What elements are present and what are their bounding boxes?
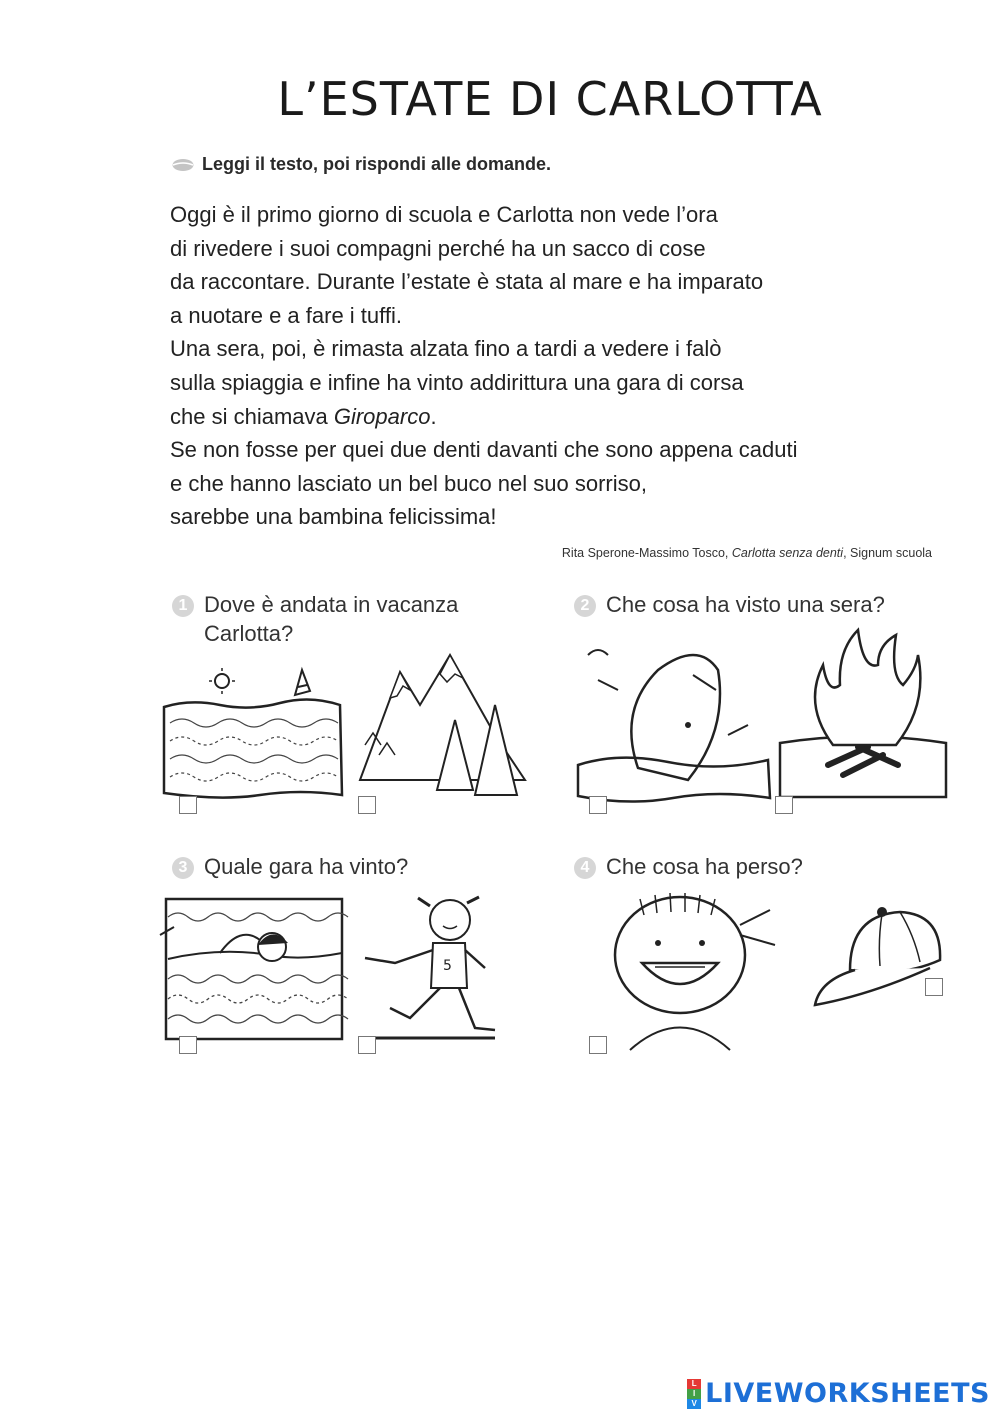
question-number: 2 xyxy=(574,595,596,617)
svg-text:5: 5 xyxy=(443,958,452,974)
source-citation xyxy=(562,546,932,560)
question-text: Che cosa ha visto una sera? xyxy=(606,592,885,617)
story-line: Una sera, poi, è rimasta alzata fino a tardi a vedere i falò xyxy=(170,336,722,362)
story-line: da raccontare. Durante l’estate è stata al mare e ha imparato xyxy=(170,269,764,295)
story-line: di rivedere i suoi compagni perché ha un sacco di cose xyxy=(170,235,706,261)
answer-checkbox-cap[interactable] xyxy=(925,978,943,996)
page-title: L’ESTATE DI CARLOTTA xyxy=(277,72,823,126)
question-2 xyxy=(574,590,885,619)
book-icon xyxy=(172,158,194,172)
logo-text: LIVEWORKSHEETS xyxy=(705,1378,990,1409)
story-line xyxy=(170,400,950,434)
answer-checkbox-whale[interactable] xyxy=(589,796,607,814)
liveworksheets-logo xyxy=(687,1378,990,1409)
source-authors: Rita Sperone-Massimo Tosco, xyxy=(561,546,732,560)
question-3 xyxy=(172,852,408,881)
cap-icon xyxy=(810,900,950,1015)
logo-badge-letter: V xyxy=(687,1399,701,1409)
answer-checkbox-runner[interactable] xyxy=(358,1036,376,1054)
question-number: 4 xyxy=(574,857,596,879)
question-number: 1 xyxy=(172,595,194,617)
story-line: Oggi è il primo giorno di scuola e Carlotta non vede l’ora xyxy=(170,202,718,227)
story-text-part: . xyxy=(430,403,437,429)
source-book: Carlotta senza denti xyxy=(731,546,844,560)
instruction-text: Leggi il testo, poi rispondi alle domande. xyxy=(202,154,552,174)
answer-checkbox-swimmer[interactable] xyxy=(179,1036,197,1054)
smiling-girl-icon xyxy=(600,885,780,1050)
runner-icon xyxy=(355,888,505,1043)
question-4 xyxy=(574,852,803,881)
question-1 xyxy=(172,590,458,648)
logo-badge xyxy=(687,1379,701,1409)
logo-badge-letter: I xyxy=(687,1389,701,1399)
story-text-part: che si chiamava xyxy=(170,403,334,429)
mountains-icon xyxy=(355,650,530,800)
question-text: Quale gara ha vinto? xyxy=(204,854,409,879)
story-line: sulla spiaggia e infine ha vinto addirittura una gara di corsa xyxy=(170,369,744,395)
answer-checkbox-smile[interactable] xyxy=(589,1036,607,1054)
story-line: sarebbe una bambina felicissima! xyxy=(170,504,497,530)
answer-checkbox-bonfire[interactable] xyxy=(775,796,793,814)
question-text: Che cosa ha perso? xyxy=(606,854,803,879)
question-number: 3 xyxy=(172,857,194,879)
instruction xyxy=(172,154,551,175)
story-text xyxy=(170,198,950,534)
question-text: Dove è andata in vacanza xyxy=(204,592,459,617)
answer-checkbox-sea[interactable] xyxy=(179,796,197,814)
bonfire-icon xyxy=(778,625,948,805)
source-publisher: , Signum scuola xyxy=(843,546,932,560)
answer-checkbox-mountains[interactable] xyxy=(358,796,376,814)
swimmer-icon xyxy=(160,895,345,1050)
question-text: Carlotta? xyxy=(204,621,294,646)
story-italic-word: Giroparco xyxy=(333,403,431,429)
sea-icon xyxy=(160,665,345,805)
story-line: a nuotare e a fare i tuffi. xyxy=(170,302,402,328)
story-line: Se non fosse per quei due denti davanti che sono appena caduti xyxy=(170,437,798,463)
story-line: e che hanno lasciato un bel buco nel suo sorriso, xyxy=(170,470,647,496)
whale-icon xyxy=(578,640,773,810)
logo-badge-letter: L xyxy=(687,1379,701,1389)
